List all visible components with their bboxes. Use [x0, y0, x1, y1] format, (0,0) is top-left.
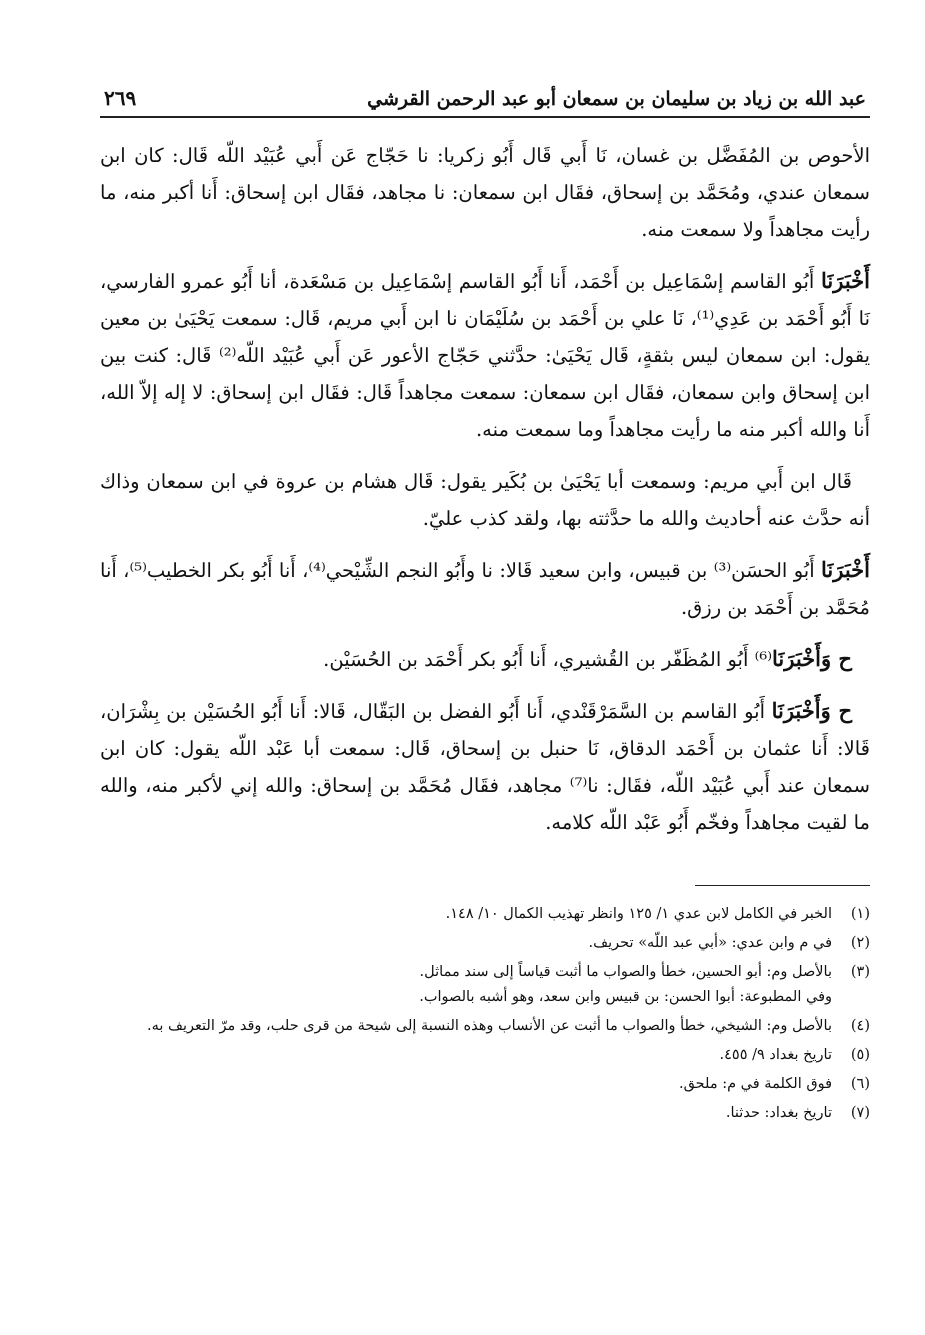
footnote-text: الخبر في الكامل لابن عدي ١/ ١٢٥ وانظر تهذيب الكمال ١٠/ ١٤٨. — [445, 906, 832, 922]
footnote-number: (٦) — [850, 1076, 870, 1092]
paragraph-lead: ح وَأَخْبَرَنَا — [772, 646, 852, 671]
paragraph-text: أَبُو القاسم إسْمَاعِيل بن أَحْمَد، أَنا أَبُو القاسم إسْمَاعِيل بن مَسْعَدة، أنا أَبُو عمرو الفارسي، نَا أَبُو أَحْمَد بن عَدِي⁽¹⁾، نَا علي بن أَحْمَد بن سُلَيْمَان نا ابن أَبي مريم، قَال: سمعت يَحْيَىٰ بن معين يقول: ابن سمعان ليس بثقةٍ، قَال يَحْيَىٰ: حدَّثني حَجّاج الأعور عَن أَبي عُبَيْد اللّه⁽²⁾ قَال: كنت بين ابن إسحاق وابن سمعان، فقَال ابن سمعان: سمعت مجاهداً قَال: فقَال ابن إسحاق: لا إله إلاّ الله، أَنا والله أكبر منه ما رأيت مجاهداً وما سمعت منه. — [100, 270, 870, 441]
footnote-number: (٤) — [850, 1018, 870, 1034]
footnote-number: (٧) — [850, 1105, 870, 1121]
paragraph-text: ⁽⁶⁾ أَبُو المُظَفّر بن القُشيري، أَنا أَبُو بكر أَحْمَد بن الحُسَيْن. — [323, 648, 772, 671]
footnote — [100, 1101, 870, 1126]
footnote-text: تاريخ بغداد ٩/ ٤٥٥. — [719, 1047, 832, 1063]
footnote-number: (٣) — [850, 964, 870, 980]
page-header — [100, 70, 870, 118]
footnote — [100, 960, 870, 1010]
paragraph-text: أَبُو الحسَن⁽³⁾ بن قبيس، وابن سعيد قَالا: نا وأَبُو النجم الشِّيْحي⁽⁴⁾، أَنا أَبُو بكر الخطيب⁽⁵⁾، أَنا مُحَمَّد بن أَحْمَد بن رزق. — [100, 559, 870, 619]
paragraph-lead: أَخْبَرَنَا — [821, 557, 870, 582]
paragraph-text: قَال ابن أَبي مريم: وسمعت أبا يَحْيَىٰ بن بُكَير يقول: قَال هشام بن عروة في ابن سمعان وذاك أنه حدَّث عنه أحاديث والله ما حدَّثته بها، ولقد كذب عليّ. — [100, 470, 870, 530]
footnote-number: (٢) — [850, 935, 870, 951]
running-title: عبد الله بن زياد بن سليمان بن سمعان أبو عبد الرحمن القرشي — [367, 88, 866, 110]
page-number: ٢٦٩ — [104, 86, 137, 110]
footnote — [100, 902, 870, 927]
footnotes — [100, 902, 870, 1126]
footnote-number: (١) — [850, 906, 870, 922]
footnote — [100, 1014, 870, 1039]
paragraph — [100, 692, 870, 841]
footnote-divider — [695, 885, 870, 886]
footnote-text: فوق الكلمة في م: ملحق. — [678, 1076, 832, 1092]
footnote — [100, 1043, 870, 1068]
footnote-text: في م وابن عدي: «أبي عبد اللّه» تحريف. — [588, 935, 832, 951]
paragraph-text: الأحوص بن المُفَضَّل بن غسان، نَا أَبي قَال أَبُو زكريا: نا حَجّاج عَن أَبي عُبَيْد اللّه قَال: كان ابن سمعان عندي، ومُحَمَّد بن إسحاق، فقَال ابن سمعان: نا مجاهد، فقَال ابن إسحاق: أَنا أكبر منه، ما رأيت مجاهداً ولا سمعت منه. — [100, 144, 870, 241]
book-page — [100, 70, 870, 1130]
main-text — [100, 136, 870, 841]
footnote-number: (٥) — [850, 1047, 870, 1063]
footnote-text: بالأصل وم: أبو الحسين، خطأ والصواب ما أثبت قياساً إلى سند مماثل. — [419, 964, 832, 980]
paragraph — [100, 136, 870, 248]
paragraph-lead: أَخْبَرَنَا — [821, 268, 870, 293]
paragraph — [100, 640, 870, 678]
footnote — [100, 931, 870, 956]
paragraph — [100, 262, 870, 448]
paragraph-lead: ح وَأَخْبَرَنَا — [771, 698, 852, 723]
paragraph — [100, 462, 870, 537]
footnote — [100, 1072, 870, 1097]
footnote-text: تاريخ بغداد: حدثنا. — [725, 1105, 832, 1121]
paragraph — [100, 551, 870, 626]
paragraph-text: أَبُو القاسم بن السَّمَرْقَنْدي، أَنا أَبُو الفضل بن البَقّال، قَالا: أَنا أَبُو الحُسَيْن بن بِشْرَان، قَالا: أَنا عثمان بن أَحْمَد الدقاق، نَا حنبل بن إسحاق، قَال: سمعت أبا عَبْد اللّه يقول: كان ابن سمعان عند أَبي عُبَيْد اللّه، فقَال: نا⁽⁷⁾ مجاهد، فقَال مُحَمَّد بن إسحاق: والله إني لأكبر منه، والله ما لقيت مجاهداً وفخّم أَبُو عَبْد اللّه كلامه. — [100, 700, 870, 834]
footnote-text: وفي المطبوعة: أبوا الحسن: بن قبيس وابن سعد، وهو أشبه بالصواب. — [419, 989, 832, 1005]
footnote-text: بالأصل وم: الشيخي، خطأ والصواب ما أثبت عن الأنساب وهذه النسبة إلى شيحة من قرى حلب، وقد مرّ التعريف به. — [146, 1018, 832, 1034]
